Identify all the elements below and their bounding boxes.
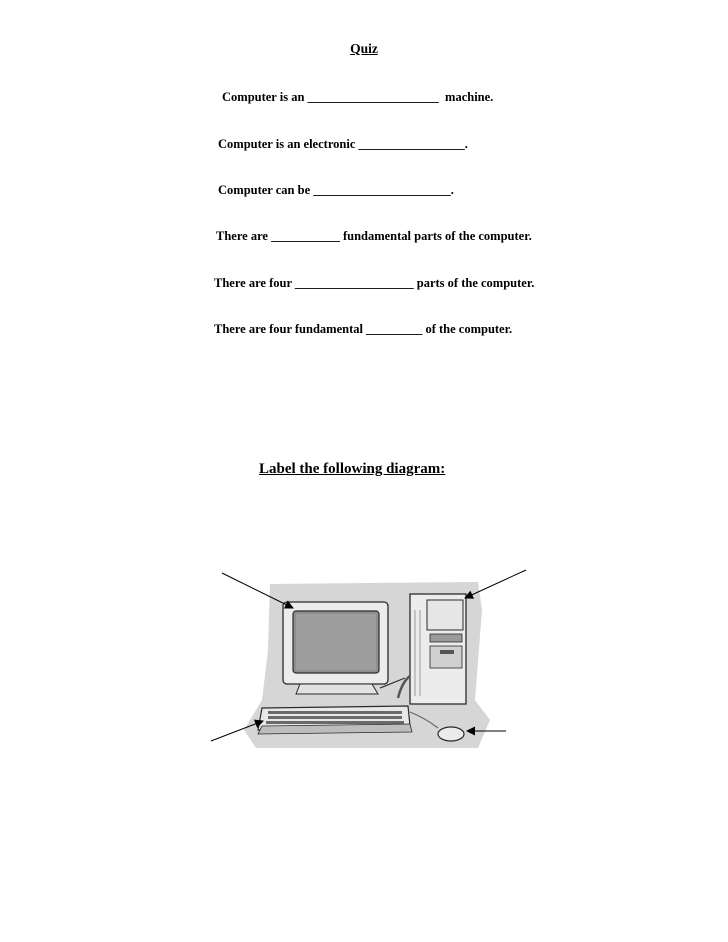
- question-6: There are four fundamental _________ of the computer.: [214, 322, 513, 336]
- question-5: There are four ___________________ parts of the computer.: [214, 276, 535, 290]
- quiz-title-text: Quiz: [350, 41, 378, 56]
- diagram-heading: Label the following diagram:: [259, 461, 446, 477]
- question-1: Computer is an _____________________ machine.: [222, 90, 494, 104]
- keyboard-illustration: [258, 706, 412, 734]
- question-3: Computer can be ______________________.: [218, 183, 454, 197]
- question-2: Computer is an electronic _________________.: [218, 137, 468, 151]
- question-4: There are ___________ fundamental parts of the computer.: [216, 229, 532, 243]
- monitor-illustration: [283, 602, 405, 694]
